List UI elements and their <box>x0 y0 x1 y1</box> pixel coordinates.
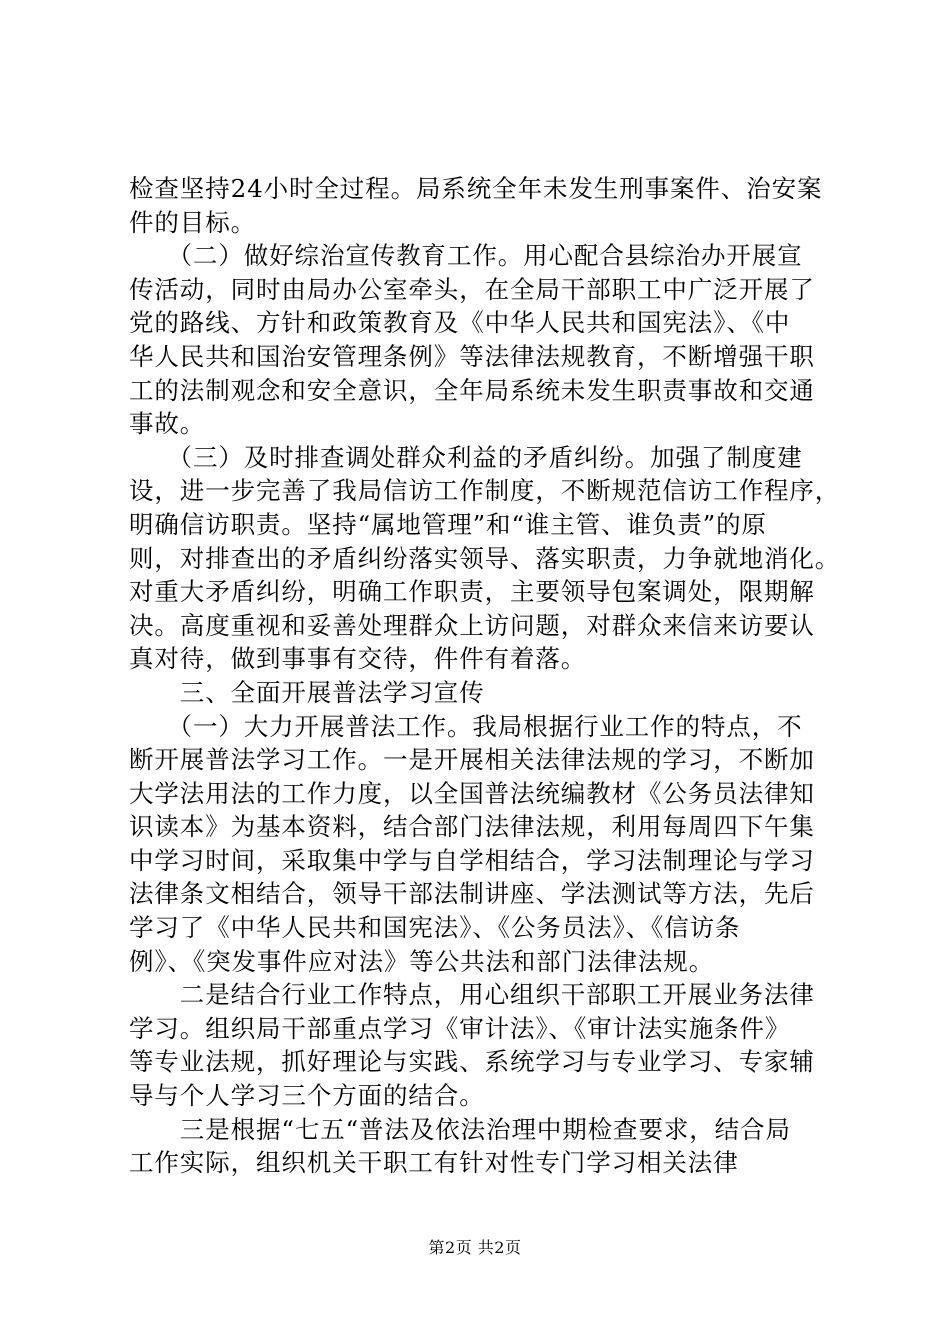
text-line: 导与个人学习三个方面的结合。 <box>129 1081 485 1111</box>
text-line: （一）大力开展普法工作。我局根据行业工作的特点，不 <box>129 711 803 741</box>
text-line: 法律条文相结合，领导干部法制讲座、学法测试等方法，先后 <box>129 879 815 909</box>
text-line: 事故。 <box>129 409 206 439</box>
text-line: （二）做好综治宣传教育工作。用心配合县综治办开展宣 <box>129 241 803 271</box>
text-line: 则，对排查出的矛盾纠纷落实领导、落实职责，力争就地消化。 <box>129 543 841 573</box>
text-line: 对重大矛盾纠纷，明确工作职责，主要领导包案调处，限期解 <box>129 577 815 607</box>
text-line: 学习。组织局干部重点学习《审计法》、《审计法实施条件》 <box>129 1013 791 1043</box>
text-line: 识读本》为基本资料，结合部门法律法规，利用每周四下午集 <box>129 812 815 842</box>
text-line: 检查坚持24小时全过程。局系统全年未发生刑事案件、治安案 <box>129 174 823 203</box>
text-line: 等专业法规，抓好理论与实践、系统学习与专业学习、专家辅 <box>129 1047 815 1077</box>
page-number-label: 第2页 共2页 <box>428 1238 522 1257</box>
page-footer <box>0 1238 950 1258</box>
text-line: 真对待，做到事事有交待，件件有着落。 <box>129 644 587 674</box>
text-line: 设，进一步完善了我局信访工作制度，不断规范信访工作程序， <box>129 476 841 506</box>
text-line: 党的路线、方针和政策教育及《中华人民共和国宪法》、《中 <box>129 308 791 338</box>
text-line: （三）及时排查调处群众利益的矛盾纠纷。加强了制度建 <box>129 442 803 472</box>
text-line: 例》、《突发事件应对法》等公共法和部门法律法规。 <box>129 946 715 976</box>
text-line: 工作实际，组织机关干职工有针对性专门学习相关法律 <box>129 1148 739 1178</box>
text-line: 中学习时间，采取集中学与自学相结合，学习法制理论与学习 <box>129 845 815 875</box>
text-line: 决。高度重视和妥善处理群众上访问题，对群众来信来访要认 <box>129 610 815 640</box>
text-line: 华人民共和国治安管理条例》等法律法规教育，不断增强干职 <box>129 341 815 371</box>
text-line: 断开展普法学习工作。一是开展相关法律法规的学习，不断加 <box>129 745 815 775</box>
text-line: 工的法制观念和安全意识，全年局系统未发生职责事故和交通 <box>129 375 815 405</box>
section-heading: 三、全面开展普法学习宣传 <box>129 677 485 707</box>
text-line: 传活动，同时由局办公室牵头，在全局干部职工中广泛开展了 <box>129 274 815 304</box>
text-line: 学习了《中华人民共和国宪法》、《公务员法》、《信访条 <box>129 913 741 943</box>
document-body <box>129 172 841 1180</box>
text-line: 明确信访职责。坚持“属地管理”和“谁主管、谁负责”的原 <box>129 509 767 539</box>
text-line: 三是根据“七五“普法及依法治理中期检查要求，结合局 <box>129 1114 791 1144</box>
text-line: 二是结合行业工作特点，用心组织干部职工开展业务法律 <box>129 980 815 1010</box>
text-line: 件的目标。 <box>129 207 256 237</box>
text-line: 大学法用法的工作力度，以全国普法统编教材《公务员法律知 <box>129 778 815 808</box>
